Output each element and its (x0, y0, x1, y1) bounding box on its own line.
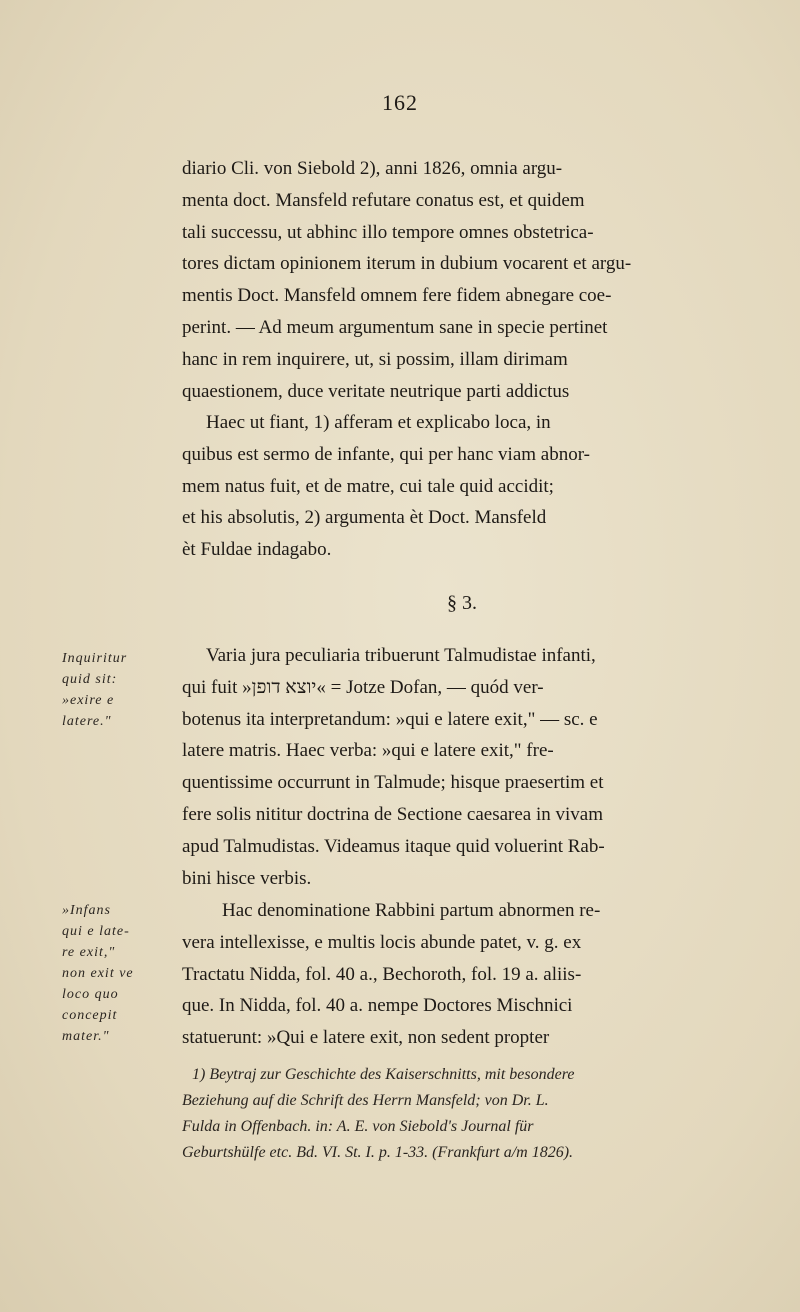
text-line: Haec ut fiant, 1) afferam et explicabo loca, in (206, 412, 551, 433)
text-line: tores dictam opinionem iterum in dubium vocarent et argu- (182, 253, 632, 275)
text-line: fere solis nititur doctrina de Sectione caesarea in vivam (182, 803, 604, 825)
margin-note-line: »exire e (62, 693, 115, 708)
footnote-line: 1) Beytraj zur Geschichte des Kaiserschnitts, mit besondere (192, 1066, 575, 1083)
margin-note-line: mater." (62, 1029, 110, 1044)
margin-note-line: latere." (62, 714, 112, 729)
text-line: apud Talmudistas. Videamus itaque quid voluerint Rab- (182, 835, 605, 857)
text-line: botenus ita interpretandum: »qui e latere exit," — sc. e (182, 708, 598, 730)
text-line: quibus est sermo de infante, qui per hanc viam abnor- (182, 443, 590, 465)
text-line: menta doct. Mansfeld refutare conatus est, et quidem (182, 189, 585, 211)
top-paragraph (182, 153, 742, 407)
text-line: mem natus fuit, et de matre, cui tale quid accidit; (182, 475, 554, 497)
second-paragraph (182, 407, 742, 566)
text-line: diario Cli. von Siebold 2), anni 1826, omnia argu- (182, 158, 563, 179)
margin-note-inquiritur (62, 648, 180, 732)
footnotes (182, 1062, 742, 1166)
margin-note-line: re exit," (62, 945, 116, 960)
text-line: quaestionem, duce veritate neutrique parti addictus (182, 380, 570, 402)
text-line: vera intellexisse, e multis locis abunde patet, v. g. ex (182, 931, 582, 953)
margin-note-infans (62, 900, 180, 1047)
margin-note-line: loco quo (62, 987, 119, 1002)
text-line: Hac denominatione Rabbini partum abnormen re- (222, 900, 601, 921)
text-line: quentissime occurrunt in Talmude; hisque praesertim et (182, 772, 604, 794)
last-paragraph (182, 895, 742, 1054)
margin-note-line: qui e late- (62, 924, 130, 939)
text-line: qui fuit »יוצא דופן« = Jotze Dofan, — quód ver- (182, 676, 544, 698)
footnote-line: Beziehung auf die Schrift des Herrn Mansfeld; von Dr. L. (182, 1092, 549, 1109)
footnote-line: Fulda in Offenbach. in: A. E. von Siebold's Journal für (182, 1118, 534, 1135)
text-line: hanc in rem inquirere, ut, si possim, illam dirimam (182, 348, 568, 370)
footnote-line: Geburtshülfe etc. Bd. VI. St. I. p. 1-33. (Frankfurt a/m 1826). (182, 1144, 574, 1161)
margin-note-line: Inquiritur (62, 651, 128, 666)
text-line: statuerunt: »Qui e latere exit, non sedent propter (182, 1027, 550, 1049)
margin-note-line: non exit ve (62, 966, 134, 981)
text-line: Varia jura peculiaria tribuerunt Talmudistae infanti, (206, 645, 596, 666)
text-line: Tractatu Nidda, fol. 40 a., Bechoroth, fol. 19 a. aliis- (182, 963, 582, 985)
section-paragraph (182, 640, 742, 894)
text-line: perint. — Ad meum argumentum sane in specie pertinet (182, 316, 608, 338)
text-line: mentis Doct. Mansfeld omnem fere fidem abnegare coe- (182, 285, 612, 307)
text-line: tali successu, ut abhinc illo tempore omnes obstetrica- (182, 221, 594, 243)
margin-note-line: »Infans (62, 903, 111, 918)
text-line: que. In Nidda, fol. 40 a. nempe Doctores Mischnici (182, 995, 573, 1017)
margin-note-line: quid sit: (62, 672, 118, 687)
section-heading: § 3. (447, 592, 477, 614)
text-line: èt Fuldae indagabo. (182, 539, 332, 561)
page-number: 162 (382, 90, 418, 115)
text-line: et his absolutis, 2) argumenta èt Doct. Mansfeld (182, 507, 547, 529)
text-line: latere matris. Haec verba: »qui e latere exit," fre- (182, 740, 554, 762)
text-line: bini hisce verbis. (182, 867, 312, 889)
margin-note-line: concepit (62, 1008, 118, 1023)
